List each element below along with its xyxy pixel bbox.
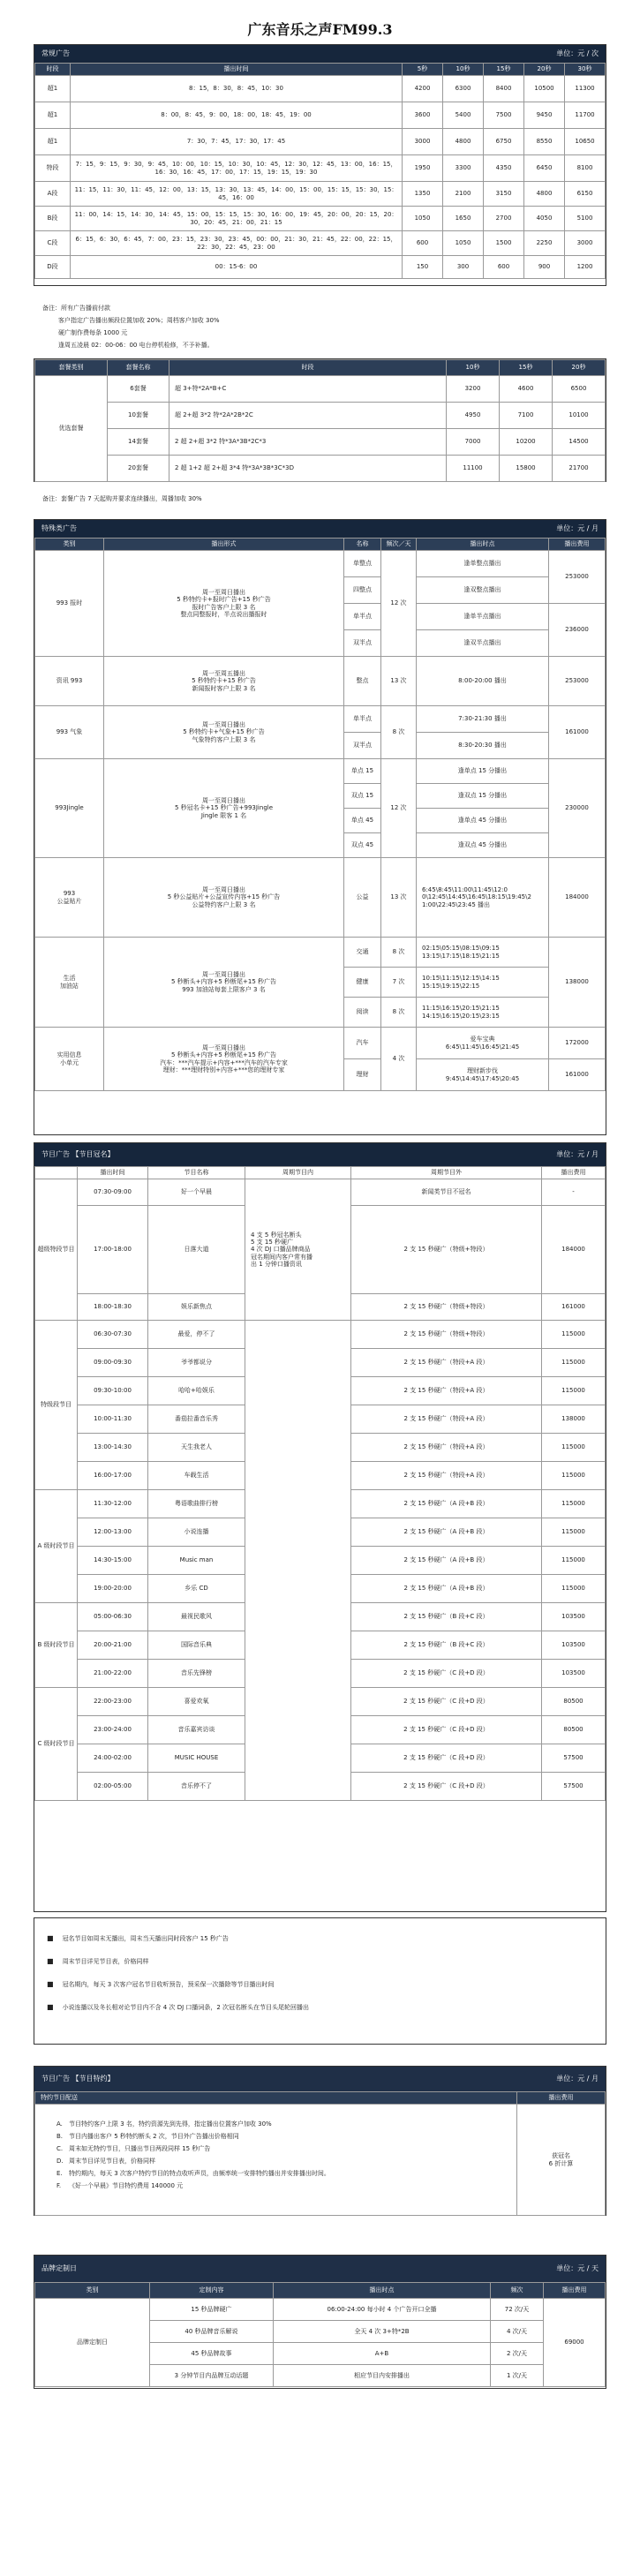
table-row: 超1 8：15，8：30，8：45，10：30 4200 6300 8400 10500 11300	[35, 76, 606, 102]
table-row: 10:00-11:30 番茄拉番音乐秀 2 支 15 秒硬广（特段+A 段） 138000	[35, 1405, 606, 1434]
table-row: 资讯 993 周一至周五播出 5 秒特约卡+15 秒广告 新闻报时客户上限 3 名 整点 13 次 8:00-20:00 播出 253000	[35, 657, 606, 706]
table-row: 18:00-18:30 娱乐新焦点 2 支 15 秒硬广（特级+特段） 161000	[35, 1294, 606, 1321]
list-item: ■ 冠名期内，每天 3 次客户冠名节目收听预告，预采保一次播除等节目播出时间	[47, 1973, 593, 1996]
sponsor-table	[34, 1166, 606, 1801]
list-item: D. 周末节目详见节目表，价格同样	[56, 2158, 155, 2165]
table-row: B段 11：00，14：15，14：30，14：45，15：00，15：15，15：30，16：00，19：45，20：00，20：15，20：30，20：45，21：00，21：15 1050 1650 2700 4050 5100	[35, 207, 606, 231]
table-row: A. 节目特约客户上限 3 名，特约资源先到先得，指定播出位置客户加收 30% B. 节目内播出客户 5 秒特约断头 2 次，节目外广告播出价格相同 C. 周末如无特约节目，只播出节目两段同样 15 秒广告 D. 周末节目详见节目表，价格同样 E. 特约期内，每天 3 次客户特约节目的特点收听声员，由频率统一安排特约播出并安排播出时间。 F. 《好一个早晨》节目特约费用 140000 元 获冠名 6 折计算	[35, 2105, 606, 2216]
list-item: F. 《好一个早晨》节目特约费用 140000 元	[56, 2182, 184, 2189]
regular-ads-table	[34, 63, 606, 279]
table-row: 13:00-14:30 天生我老人 2 支 15 秒硬广（特段+A 段） 115000	[35, 1434, 606, 1462]
table-row: 超1 8：00，8：45，9：00，18：00，18：45，19：00 3600 5400 7500 9450 11700	[35, 102, 606, 129]
table-row: 993 报时 周一至周日播出 5 秒特约卡+报时广告+15 秒广告 报时广告客户上限 3 名 整点同整报时，半点说出播报时 单整点 12 次 逢单整点播出 253000	[35, 551, 606, 577]
table-row: 实用信息 小单元 周一至周日播出 5 秒断头+内容+5 秒断尾+15 秒广告 汽车：***汽车提示+内容+***汽车的汽车专家 理财：***理财特别+内容+***您的理财专家 汽车 4 次 爱车宝典 6:45\11:45\16:45\21:45 172000	[35, 1028, 606, 1059]
sponsor-section	[34, 1142, 606, 1912]
table-row: 单半点 逢单半点播出 236000	[35, 604, 606, 630]
table-row: 生活 加油站 周一至周日播出 5 秒断头+内容+5 秒断尾+15 秒广告 993 加油站每套上限客户 3 名 交通 8 次 02:15\05:15\08:15\09:15 13:15\17:15\18:15\21:15 138000	[35, 938, 606, 968]
table-header-row: 时段 播出时间 5秒 10秒 15秒 20秒 30秒	[35, 64, 606, 76]
regular-notes: 备注：所有广告播前付款 客户指定广告播出频段位置加收 20%；周档客户加收 30% 硬广制作费每条 1000 元 逢周五凌晨 02：00-06：00 电台停机检修，不予补播。	[42, 305, 220, 349]
table-row: A段 11：15，11：30，11：45，12：00，13：15，13：30，13：45，14：00，15：00，15：15，15：30，15：45，16：00 1350 2100 3150 4800 6150	[35, 182, 606, 207]
table-row: 理财 理财新步伐 9:45\14:45\17:45\20:45 161000	[35, 1059, 606, 1091]
program-sponsor-header: 节目广告 【节目特约】 单位：元 / 月	[34, 2067, 606, 2091]
table-row: 超1 7：30，7：45，17：30，17：45 3000 4800 6750 8550 10650	[35, 129, 606, 155]
table-row: 四整点 逢双整点播出	[35, 577, 606, 604]
table-row: 12:00-13:00 小说连播 2 支 15 秒硬广（A 段+B 段） 115000	[35, 1518, 606, 1547]
table-row: 双半点 逢双半点播出	[35, 630, 606, 657]
table-row: 09:30-10:00 哈哈+哈娱乐 2 支 15 秒硬广（特段+A 段） 115000	[35, 1377, 606, 1405]
table-row: 993 公益贴片 周一至周日播出 5 秒公益贴片+公益宣传内容+15 秒广告 公益特约客户上限 3 名 公益 13 次 6:45\8:45\11:00\11:45\12:0 0\12:45\14:45\16:45\18:15\19:45\2 1:00\22:45\23:45 播出 184000	[35, 858, 606, 938]
table-header-row: 类别 定制内容 播出时点 频次 播出费用	[35, 2283, 606, 2299]
table-row: D段 00：15-6：00 150 300 600 900 1200	[35, 256, 606, 279]
table-row: 24:00-02:00 MUSIC HOUSE 2 支 15 秒硬广（C 段+D 段） 57500	[35, 1744, 606, 1773]
brand-day-table	[34, 2282, 606, 2387]
table-row: 特段 7：15，9：15，9：30，9：45，10：00，10：15，10：30，10：45，12：30，12：45，13：00，16：15，16：30，16：45，17：00，17：15，19：15，19：30 1950 3300 4350 6450 8100	[35, 155, 606, 182]
table-row: 14:30-15:00 Music man 2 支 15 秒硬广（A 段+B 段） 115000	[35, 1547, 606, 1575]
sponsor-notes	[34, 1917, 606, 2045]
list-item: C. 周末如无特约节目，只播出节目两段同样 15 秒广告	[56, 2145, 211, 2152]
regular-ads-header: 常规广告 单位：元 / 次	[34, 45, 606, 63]
package-section	[34, 358, 606, 482]
table-row: 阅读 8 次 11:15\16:15\20:15\21:15 14:15\16:15\20:15\23:15	[35, 998, 606, 1028]
table-row: 23:00-24:00 音乐嘉宾访谈 2 支 15 秒硬广（C 段+D 段） 80500	[35, 1716, 606, 1744]
page-title: 广东音乐之声FM99.3	[247, 21, 393, 38]
table-row: C段 6：15，6：30，6：45，7：00，23：15，23：30，23：45，00：00，21：30，21：45，22：00，22：15，22：30，22：45，23：00 600 1050 1500 2250 3000	[35, 231, 606, 256]
program-sponsor-table	[34, 2091, 606, 2216]
brand-day-header: 品牌定制日 单位：元 / 天	[34, 2256, 606, 2282]
list-item: A. 节目特约客户上限 3 名，特约资源先到先得，指定播出位置客户加收 30%	[56, 2120, 272, 2128]
table-row: 特级段节目 06:30-07:30 最爱，停不了 2 支 15 秒硬广（特级+特段） 115000	[35, 1321, 606, 1349]
package-table	[34, 359, 606, 482]
special-ads-table	[34, 538, 606, 1091]
table-header-row: 播出时间 节目名称 周期节目内 周期节目外 播出费用	[35, 1167, 606, 1179]
table-row: B 级时段节目 05:00-06:30 最视民歌风 2 支 15 秒硬广（B 段+C 段） 103500	[35, 1603, 606, 1631]
table-row: 20:00-21:00 国际音乐典 2 支 15 秒硬广（B 段+C 段） 103500	[35, 1631, 606, 1660]
table-header-row: 类别 播出形式 名称 频次／天 播出时点 播出费用	[35, 539, 606, 551]
table-row: 17:00-18:00 日落大道 2 支 15 秒硬广（特级+特段） 184000	[35, 1206, 606, 1294]
list-item: ■ 冠名节目如周末无播出，周末当天播出同时段客户 15 秒广告	[47, 1927, 593, 1950]
table-row: 21:00-22:00 音乐先锋榜 2 支 15 秒硬广（C 段+D 段） 103500	[35, 1660, 606, 1688]
table-row: 40 秒品牌音乐解说 全天 4 次 3+特*2B 4 次/天	[35, 2321, 606, 2343]
table-row: 02:00-05:00 音乐停不了 2 支 15 秒硬广（C 段+D 段） 57500	[35, 1773, 606, 1801]
table-row: 14套餐 2 超 2+超 3*2 特*3A*3B*2C*3 7000 10200 14500	[35, 429, 606, 456]
table-row: C 级时段节目 22:00-23:00 喜爱欢氧 2 支 15 秒硬广（C 段+D 段） 80500	[35, 1688, 606, 1716]
table-header-row: 特约节目配送 播出费用	[35, 2092, 606, 2105]
table-row: 3 分钟节目内品牌互动话题 相应节目内安排播出 1 次/天	[35, 2365, 606, 2387]
regular-ads-section	[34, 44, 606, 286]
table-row: 993Jingle 周一至周日播出 5 秒冠名卡+15 秒广告+993Jingle Jingle 限客 1 名 单点 15 12 次 逢单点 15 分播出 230000	[35, 759, 606, 784]
table-row: 双点 15 逢双点 15 分播出	[35, 784, 606, 809]
table-row: 20套餐 2 超 1+2 超 2+超 3*4 特*3A*3B*3C*3D 11100 15800 21700	[35, 456, 606, 482]
table-row: 双半点 8:30-20:30 播出	[35, 733, 606, 759]
table-header-row: 套餐类别 套餐名称 时段 10秒 15秒 20秒	[35, 360, 606, 376]
table-row: A 级时段节目 11:30-12:00 粤语歌曲排行榜 2 支 15 秒硬广（A 段+B 段） 115000	[35, 1490, 606, 1518]
list-item: E. 特约期内，每天 3 次客户特约节目的特点收听声员，由频率统一安排特约播出并安排播出时间。	[56, 2170, 330, 2177]
table-row: 45 秒品牌故事 A+B 2 次/天	[35, 2343, 606, 2365]
list-item: B. 节目内播出客户 5 秒特约断头 2 次，节目外广告播出价格相同	[56, 2133, 239, 2140]
table-row: 品牌定制日 15 秒品牌硬广 06:00-24:00 每小时 4 个广告开口全播 72 次/天 69000	[35, 2299, 606, 2321]
table-row: 10套餐 超 2+超 3*2 特*2A*2B*2C 4950 7100 10100	[35, 403, 606, 429]
table-row: 16:00-17:00 车载生活 2 支 15 秒硬广（特段+A 段） 115000	[35, 1462, 606, 1490]
program-sponsor-list	[37, 2105, 515, 2199]
special-ads-header: 特殊类广告 单位：元 / 月	[34, 520, 606, 538]
table-row: 单点 45 逢单点 45 分播出	[35, 809, 606, 833]
brand-day-section	[34, 2255, 606, 2389]
sponsor-header: 节目广告 【节目冠名】 单位：元 / 月	[34, 1143, 606, 1166]
table-row: 超级特段节目 07:30-09:00 好一个早晨 4 支 5 秒冠名断头 5 支 15 秒硬广 4 次 DJ 口播品牌商品 冠名期间内客户常有播 出 1 分钟口播资讯 新闻类节目不冠名 -	[35, 1179, 606, 1206]
list-item: ■ 小说连播以及冬长相对论节目内不含 4 次 DJ 口播词条，2 次冠名断头在节目头尾轮回播出	[47, 1996, 593, 2019]
table-row: 健康 7 次 10:15\11:15\12:15\14:15 15:15\19:15\22:15	[35, 968, 606, 998]
table-row: 993 气象 周一至周日播出 5 秒特约卡+气象+15 秒广告 气象特约客户上限 3 名 单半点 8 次 7:30-21:30 播出 161000	[35, 706, 606, 733]
table-row: 优选套餐 6套餐 超 3+特*2A*B+C 3200 4600 6500	[35, 376, 606, 403]
table-row: 19:00-20:00 乡乐 CD 2 支 15 秒硬广（A 段+B 段） 115000	[35, 1575, 606, 1603]
list-item: ■ 周末节目详见节目表，价格同样	[47, 1950, 593, 1973]
program-sponsor-section	[34, 2066, 606, 2216]
table-row: 双点 45 逢双点 45 分播出	[35, 833, 606, 858]
table-row: 09:00-09:30 爷爷都说分 2 支 15 秒硬广（特段+A 段） 115000	[35, 1349, 606, 1377]
special-ads-section	[34, 519, 606, 1135]
package-note: 备注：套餐广告 7 天起购并要求连续播出，周播加收 30%	[42, 495, 202, 502]
